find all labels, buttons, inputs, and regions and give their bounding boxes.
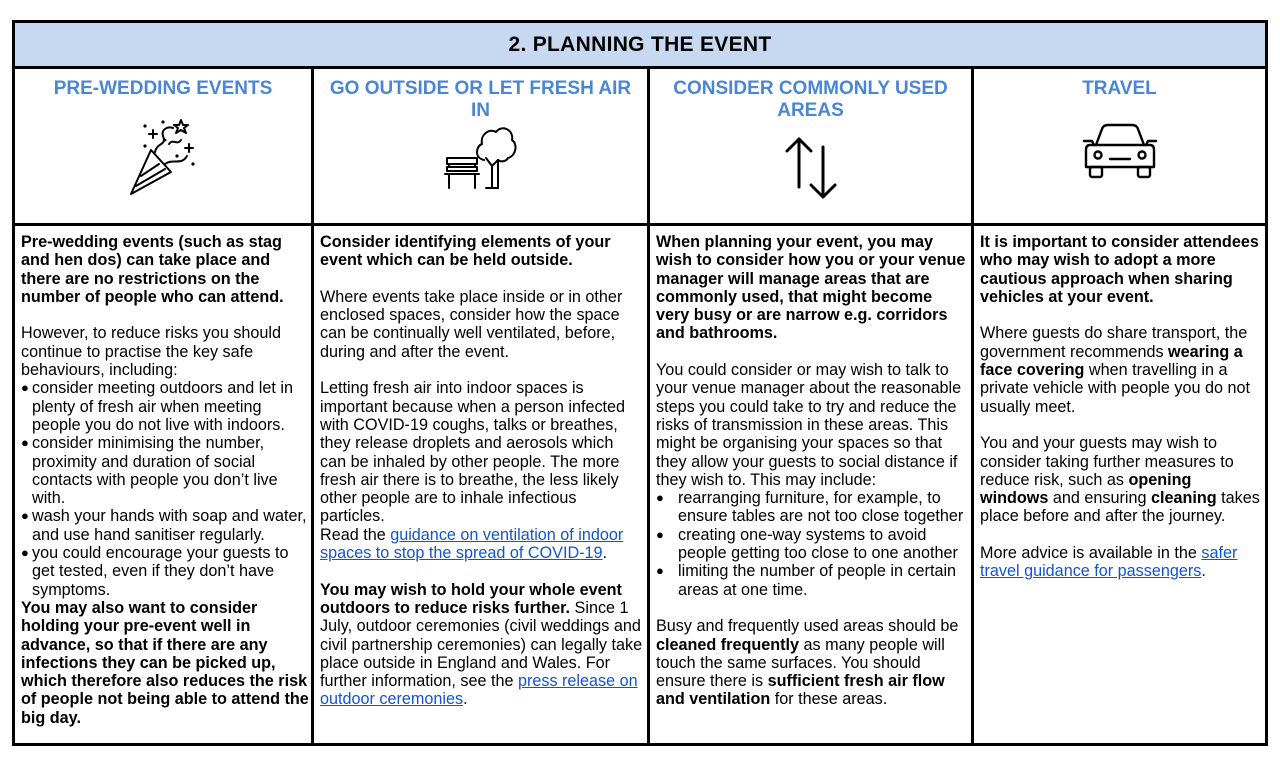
list-item: ● you could encourage your guests to get tested, even if they don’t have symptoms. — [21, 544, 309, 599]
up-down-arrows-icon — [781, 135, 841, 201]
common-areas-content — [656, 233, 968, 709]
face-covering-emphasis: wearing a face covering — [980, 342, 1243, 380]
fresh-air-content — [320, 233, 643, 709]
common-areas-list — [656, 489, 968, 599]
common-areas-intro: When planning your event, you may wish to consider how you or your venue manager will manage areas that are commonly used, that might become very busy or are narrow e.g. corridors and bathrooms. — [656, 233, 966, 343]
common-areas-heading: CONSIDER COMMONLY USED AREAS — [673, 78, 948, 121]
ventilation-guidance-line — [320, 526, 643, 563]
fresh-air-paragraph-2: Letting fresh air into indoor spaces is important because when a person infected with COVID-19 coughs, talks or breathes, they release droplets and aerosols which can be inhaled by other people. The more fresh air there is to breathe, the less likely other people are to inhale infectious particles. — [320, 379, 626, 526]
cleaning-text-a: Busy and frequently used areas should be — [656, 617, 959, 636]
planning-table — [12, 20, 1268, 746]
travel-text-b: when travelling in a private vehicle with people you do not usually meet. — [980, 361, 1250, 416]
ventilation-emphasis: sufficient fresh air flow and ventilation — [656, 672, 945, 709]
outdoor-ceremonies-paragraph — [320, 581, 643, 709]
bench-and-tree-icon — [444, 122, 518, 192]
cleaning-text-c: for these areas. — [770, 690, 888, 709]
pre-wedding-header — [15, 69, 311, 223]
pre-wedding-closing: You may also want to consider holding your pre-event well in advance, so that if there are any infections they can be picked up, which therefore also reduces the risk of people not being able to attend the big day. — [21, 598, 309, 727]
fresh-air-heading: GO OUTSIDE OR LET FRESH AIR IN — [329, 78, 632, 121]
fresh-air-intro: Consider identifying elements of your event which can be held outside. — [320, 233, 611, 270]
cleaning-emphasis: cleaned frequently — [656, 635, 800, 654]
travel-intro: It is important to consider attendees who may wish to adopt a more cautious approach when sharing vehicles at your event. — [980, 233, 1259, 306]
list-item: ● creating one-way systems to avoid people getting too close to one another — [656, 526, 968, 563]
row-divider — [15, 223, 1265, 226]
read-prefix: Read the — [320, 525, 391, 544]
ventilation-guidance-link[interactable]: guidance on ventilation of indoor spaces to stop the spread of COVID-19 — [320, 525, 624, 563]
opening-windows-emphasis: opening windows — [980, 470, 1192, 508]
list-item: ● rearranging furniture, for example, to ensure tables are not too close together — [656, 489, 968, 526]
list-item: ● consider minimising the number, proximity and duration of social contacts with people you don’t live with. — [21, 434, 309, 507]
cleaning-paragraph — [656, 617, 968, 708]
pre-wedding-paragraph: However, to reduce risks you should continue to practise the key safe behaviours, including: — [21, 324, 282, 380]
common-areas-paragraph: You could consider or may wish to talk to your venue manager about the reasonable steps you could take to try and reduce the risks of transmission in these areas. This might be organising your spaces so that they allow your guests to social distance if they wish to. This may include: — [656, 361, 962, 489]
page-title: 2. PLANNING THE EVENT — [15, 23, 1265, 69]
outdoor-emphasis: You may wish to hold your whole event outdoors to reduce risks further. — [320, 580, 622, 617]
read-suffix: . — [602, 544, 608, 563]
travel-header — [974, 69, 1265, 223]
press-release-link[interactable]: press release on outdoor ceremonies — [320, 672, 638, 709]
more-advice-paragraph — [980, 544, 1262, 581]
advice-text: More advice is available in the — [980, 544, 1202, 563]
pre-wedding-intro: Pre-wedding events (such as stag and hen dos) can take place and there are no restrictions on the number of people who can attend. — [21, 233, 284, 306]
outdoor-suffix: . — [463, 690, 468, 709]
fresh-air-paragraph-1: Where events take place inside or in other enclosed spaces, consider how the space can be continually well ventilated, before, during and after the event. — [320, 287, 623, 361]
car-icon — [1082, 121, 1158, 183]
advice-suffix: . — [1201, 562, 1206, 581]
further-measures-paragraph — [980, 434, 1262, 525]
pre-wedding-list — [21, 379, 309, 599]
list-item: ● wash your hands with soap and water, and use hand sanitiser regularly. — [21, 507, 309, 544]
party-popper-icon — [121, 116, 205, 200]
list-item: ● consider meeting outdoors and let in plenty of fresh air when meeting people you do not live with indoors. — [21, 379, 309, 434]
travel-heading: TRAVEL — [1082, 78, 1157, 99]
face-covering-paragraph — [980, 324, 1262, 415]
pre-wedding-content — [21, 233, 309, 727]
cleaning-emphasis: cleaning — [1150, 489, 1217, 508]
measures-text-b: and ensuring — [1048, 489, 1151, 508]
common-areas-header — [650, 69, 971, 223]
safer-travel-link[interactable]: safer travel guidance for passengers — [980, 544, 1238, 581]
measures-text-a: You and your guests may wish to consider taking further measures to reduce risk, such as — [980, 434, 1234, 489]
cleaning-text-b: as many people will touch the same surfaces. You should ensure there is — [656, 635, 945, 691]
fresh-air-header — [314, 69, 647, 223]
measures-text-c: takes place before and after the journey. — [980, 489, 1260, 526]
list-item: ● limiting the number of people in certain areas at one time. — [656, 562, 968, 599]
travel-content — [980, 233, 1262, 581]
travel-text-a: Where guests do share transport, the government recommends — [980, 324, 1248, 361]
outdoor-text: Since 1 July, outdoor ceremonies (civil weddings and civil partnership ceremonies) can legally take place outside in England and Wales. For further information, see the — [320, 598, 643, 691]
pre-wedding-heading: PRE-WEDDING EVENTS — [53, 78, 273, 99]
